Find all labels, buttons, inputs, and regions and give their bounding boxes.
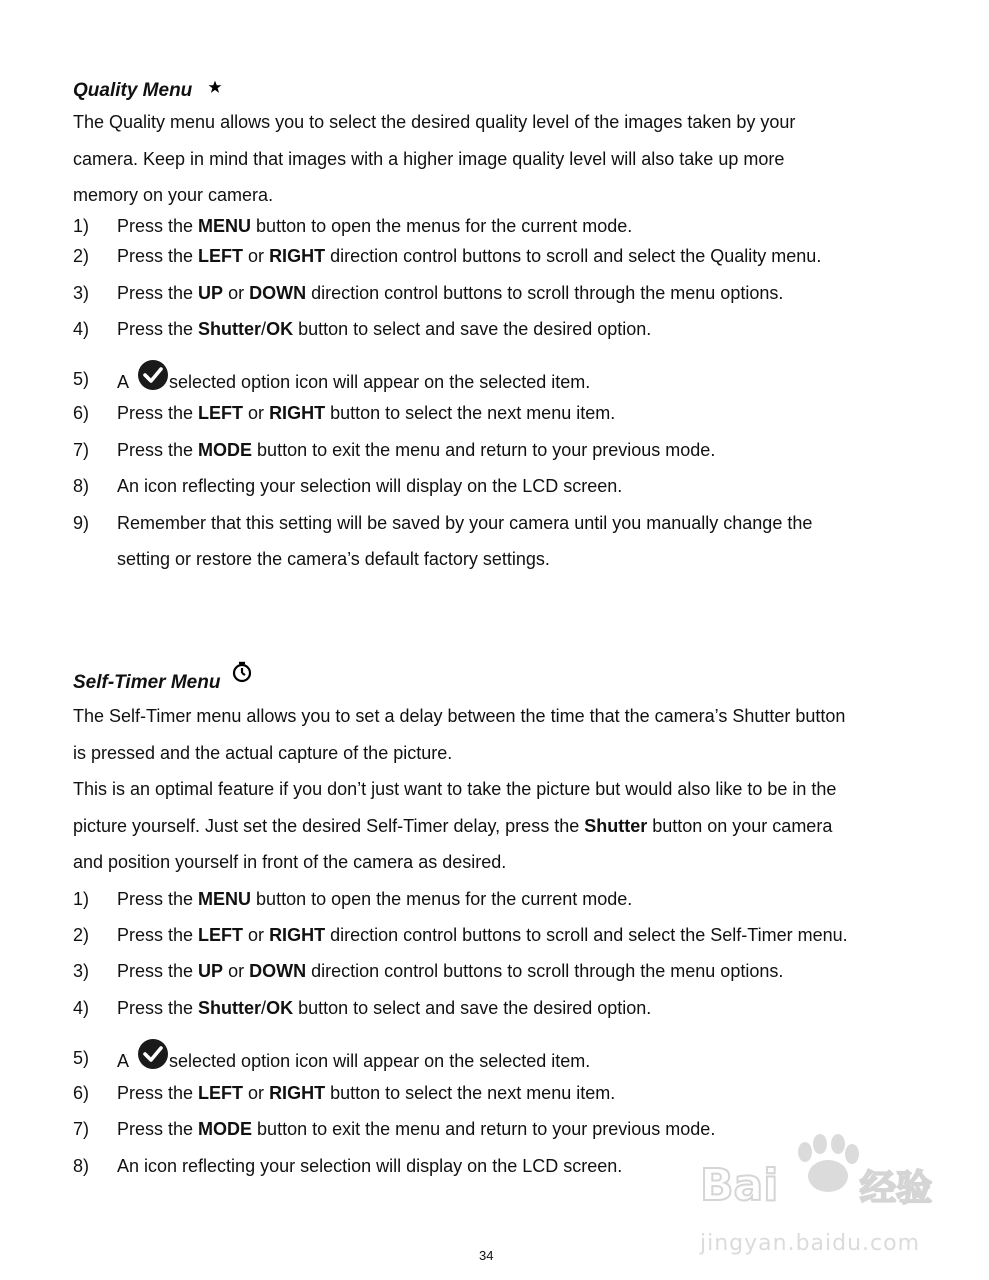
list-number: 4) xyxy=(73,998,90,1018)
checkmark-circle-icon xyxy=(137,359,169,391)
baidu-logo-icon xyxy=(700,1130,940,1240)
list-number: 2) xyxy=(73,925,90,945)
quality-intro-line: camera. Keep in mind that images with a higher image quality level will also take up more xyxy=(73,148,785,169)
quality-intro xyxy=(73,104,795,214)
svg-text:经验: 经验 xyxy=(860,1168,933,1209)
self-timer-intro-line: picture yourself. Just set the desired Self-Timer delay, press the Shutter button on your camera xyxy=(73,815,833,836)
list-number: 8) xyxy=(73,1156,90,1176)
list-number: 5) xyxy=(73,369,90,389)
baidu-watermark xyxy=(700,1130,940,1256)
list-text: Press the LEFT or RIGHT direction control buttons to scroll and select the Self-Timer menu. xyxy=(117,925,848,945)
list-text: Press the LEFT or RIGHT button to select the next menu item. xyxy=(117,403,616,423)
list-number: 3) xyxy=(73,283,90,303)
list-text: Press the Shutter/OK button to select and save the desired option. xyxy=(117,319,652,339)
list-text: A selected option icon will appear on the selected item. xyxy=(117,367,590,399)
list-number: 6) xyxy=(73,403,90,423)
page-number: 34 xyxy=(479,1248,494,1263)
list-number: 9) xyxy=(73,513,90,533)
self-timer-intro xyxy=(73,698,845,881)
self-timer-intro-line: is pressed and the actual capture of the picture. xyxy=(73,742,453,763)
list-text: Press the UP or DOWN direction control buttons to scroll through the menu options. xyxy=(117,961,784,981)
self-timer-intro-line: and position yourself in front of the camera as desired. xyxy=(73,852,507,872)
list-text: An icon reflecting your selection will display on the LCD screen. xyxy=(117,1156,623,1176)
svg-text:Bai: Bai xyxy=(700,1160,779,1211)
list-number: 3) xyxy=(73,961,90,981)
list-text: Press the MODE button to exit the menu and return to your previous mode. xyxy=(117,1119,716,1139)
self-timer-menu-heading xyxy=(73,660,254,694)
self-timer-intro-line: The Self-Timer menu allows you to set a delay between the time that the camera’s Shutter button xyxy=(73,706,846,726)
self-timer-icon xyxy=(230,660,254,684)
list-number: 7) xyxy=(73,440,90,460)
quality-menu-title: Quality Menu xyxy=(73,80,193,101)
list-number: 5) xyxy=(73,1048,90,1068)
list-text: Press the LEFT or RIGHT button to select the next menu item. xyxy=(117,1083,616,1103)
list-number: 1) xyxy=(73,889,90,909)
list-number: 6) xyxy=(73,1083,90,1103)
self-timer-intro-line: This is an optimal feature if you don’t just want to take the picture but would also like to be in the xyxy=(73,779,837,799)
list-number: 7) xyxy=(73,1119,90,1139)
watermark-url: jingyan.baidu.com xyxy=(700,1231,921,1256)
quality-intro-line: The Quality menu allows you to select the desired quality level of the images taken by your xyxy=(73,112,796,132)
list-number: 1) xyxy=(73,216,90,236)
list-text: Press the LEFT or RIGHT direction control buttons to scroll and select the Quality menu. xyxy=(117,246,822,266)
list-text: Remember that this setting will be saved by your camera until you manually change the setting or restore the camera’s default factory settings. xyxy=(117,513,813,569)
list-number: 4) xyxy=(73,319,90,339)
list-text: Press the UP or DOWN direction control buttons to scroll through the menu options. xyxy=(117,283,784,303)
quality-intro-line: memory on your camera. xyxy=(73,185,274,205)
list-text: An icon reflecting your selection will display on the LCD screen. xyxy=(117,476,623,496)
checkmark-circle-icon xyxy=(137,1038,169,1070)
list-number: 2) xyxy=(73,246,90,266)
star-icon xyxy=(208,80,222,94)
list-text: Press the MENU button to open the menus for the current mode. xyxy=(117,889,633,909)
list-text: Press the MENU button to open the menus for the current mode. xyxy=(117,216,633,236)
quality-menu-heading xyxy=(73,80,222,102)
list-text: Press the Shutter/OK button to select and save the desired option. xyxy=(117,998,652,1018)
self-timer-menu-title: Self-Timer Menu xyxy=(73,672,221,693)
list-text: A selected option icon will appear on the selected item. xyxy=(117,1046,590,1078)
list-number: 8) xyxy=(73,476,90,496)
list-text: Press the MODE button to exit the menu and return to your previous mode. xyxy=(117,440,716,460)
